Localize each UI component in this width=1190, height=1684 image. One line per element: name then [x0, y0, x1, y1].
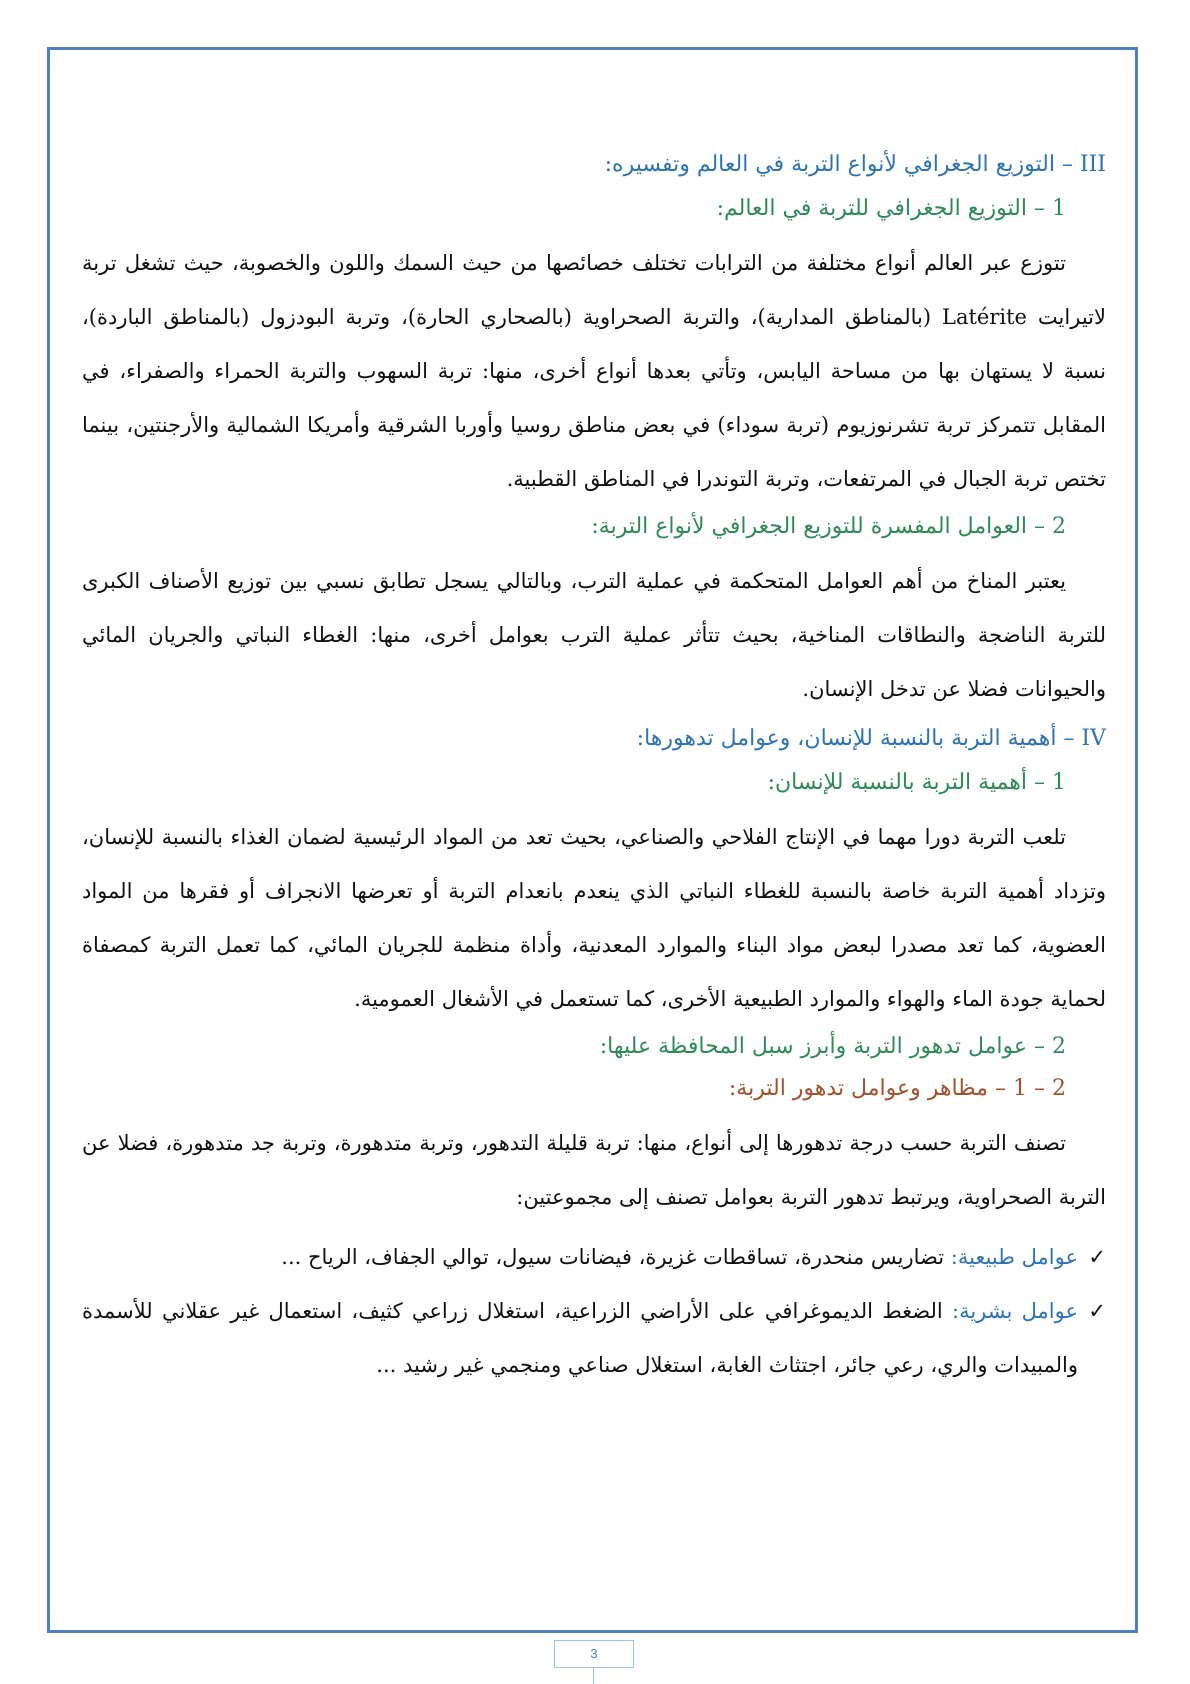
section-3-1-paragraph: تتوزع عبر العالم أنواع مختلفة من الترابات تختلف خصائصها من حيث السمك واللون والخصوبة، حيث تشغل تربة لاتيرايت Latérite (بالمناطق المدارية)، والتربة الصحراوية (بالصحاري الحارة)، وتربة البودزول (بالمناطق الباردة)، نسبة لا يستهان بها من مساحة اليابس، وتأتي بعدها أنواع أخرى، منها: تربة السهوب والتربة الحمراء والصفراء، في المقابل تتمركز تربة تشرنوزيوم (تربة سوداء) في بعض مناطق روسيا وأوربا الشرقية وأمريكا الشمالية والأرجنتين، بينما تختص تربة الجبال في المرتفعات، وتربة التوندرا في المناطق القطبية. — [82, 251, 1106, 491]
list-item — [82, 1284, 1106, 1392]
section-4-1-heading: 1 – أهمية التربة بالنسبة للإنسان: — [767, 770, 1066, 795]
section-3-1-heading: 1 – التوزيع الجغرافي للتربة في العالم: — [716, 196, 1066, 221]
checkmark-icon: ✓ — [1088, 1245, 1106, 1269]
list-item-text: الضغط الديموغرافي على الأراضي الزراعية، استغلال زراعي كثيف، استعمال غير عقلاني للأسمدة والمبيدات والري، رعي جائر، اجتثاث الغابة، استغلال صناعي ومنجمي غير رشيد ... — [82, 1299, 1078, 1377]
section-4-1-paragraph: تلعب التربة دورا مهما في الإنتاج الفلاحي والصناعي، بحيث تعد من المواد الرئيسية لضمان الغذاء بالنسبة للإنسان، وتزداد أهمية التربة خاصة بالنسبة للغطاء النباتي الذي ينعدم بانعدام التربة أو تعرضها الانجراف أو فقرها من المواد العضوية، كما تعد مصدرا لبعض مواد البناء والموارد المعدنية، وأداة منظمة للجريان المائي، كما تعمل التربة كمصفاة لحماية جودة الماء والهواء والموارد الطبيعية الأخرى، كما تستعمل في الأشغال العمومية. — [82, 825, 1106, 1011]
checkmark-icon: ✓ — [1088, 1299, 1106, 1323]
section-4-heading: IV – أهمية التربة بالنسبة للإنسان، وعوامل تدهورها: — [636, 726, 1106, 751]
degradation-factors-list — [82, 1230, 1106, 1392]
list-item — [82, 1230, 1106, 1284]
section-4-2-1-heading: 2 – 1 – مظاهر وعوامل تدهور التربة: — [728, 1076, 1066, 1101]
document-body — [82, 142, 1106, 1392]
section-4-2-1-paragraph: تصنف التربة حسب درجة تدهورها إلى أنواع، منها: تربة قليلة التدهور، وتربة متدهورة، وتربة جد متدهورة، فضلا عن التربة الصحراوية، ويرتبط تدهور التربة بعوامل تصنف إلى مجموعتين: — [82, 1131, 1106, 1209]
section-3-2-paragraph: يعتبر المناخ من أهم العوامل المتحكمة في عملية الترب، وبالتالي يسجل تطابق نسبي بين توزيع الأصناف الكبرى للتربة الناضجة والنطاقات المناخية، بحيث تتأثر عملية الترب بعوامل أخرى، منها: الغطاء النباتي والجريان المائي والحيوانات فضلا عن تدخل الإنسان. — [82, 569, 1106, 701]
section-3-heading: III – التوزيع الجغرافي لأنواع التربة في العالم وتفسيره: — [604, 152, 1106, 177]
section-3-2-heading: 2 – العوامل المفسرة للتوزيع الجغرافي لأنواع التربة: — [591, 514, 1066, 539]
list-item-label: عوامل بشرية: — [952, 1299, 1078, 1323]
list-item-text: تضاريس منحدرة، تساقطات غزيرة، فيضانات سيول، توالي الجفاف، الرياح ... — [281, 1245, 951, 1269]
list-item-label: عوامل طبيعية: — [950, 1245, 1078, 1269]
page-number: 3 — [554, 1640, 634, 1668]
page-number-connector — [593, 1668, 594, 1684]
section-4-2-heading: 2 – عوامل تدهور التربة وأبرز سبل المحافظة عليها: — [599, 1034, 1066, 1059]
